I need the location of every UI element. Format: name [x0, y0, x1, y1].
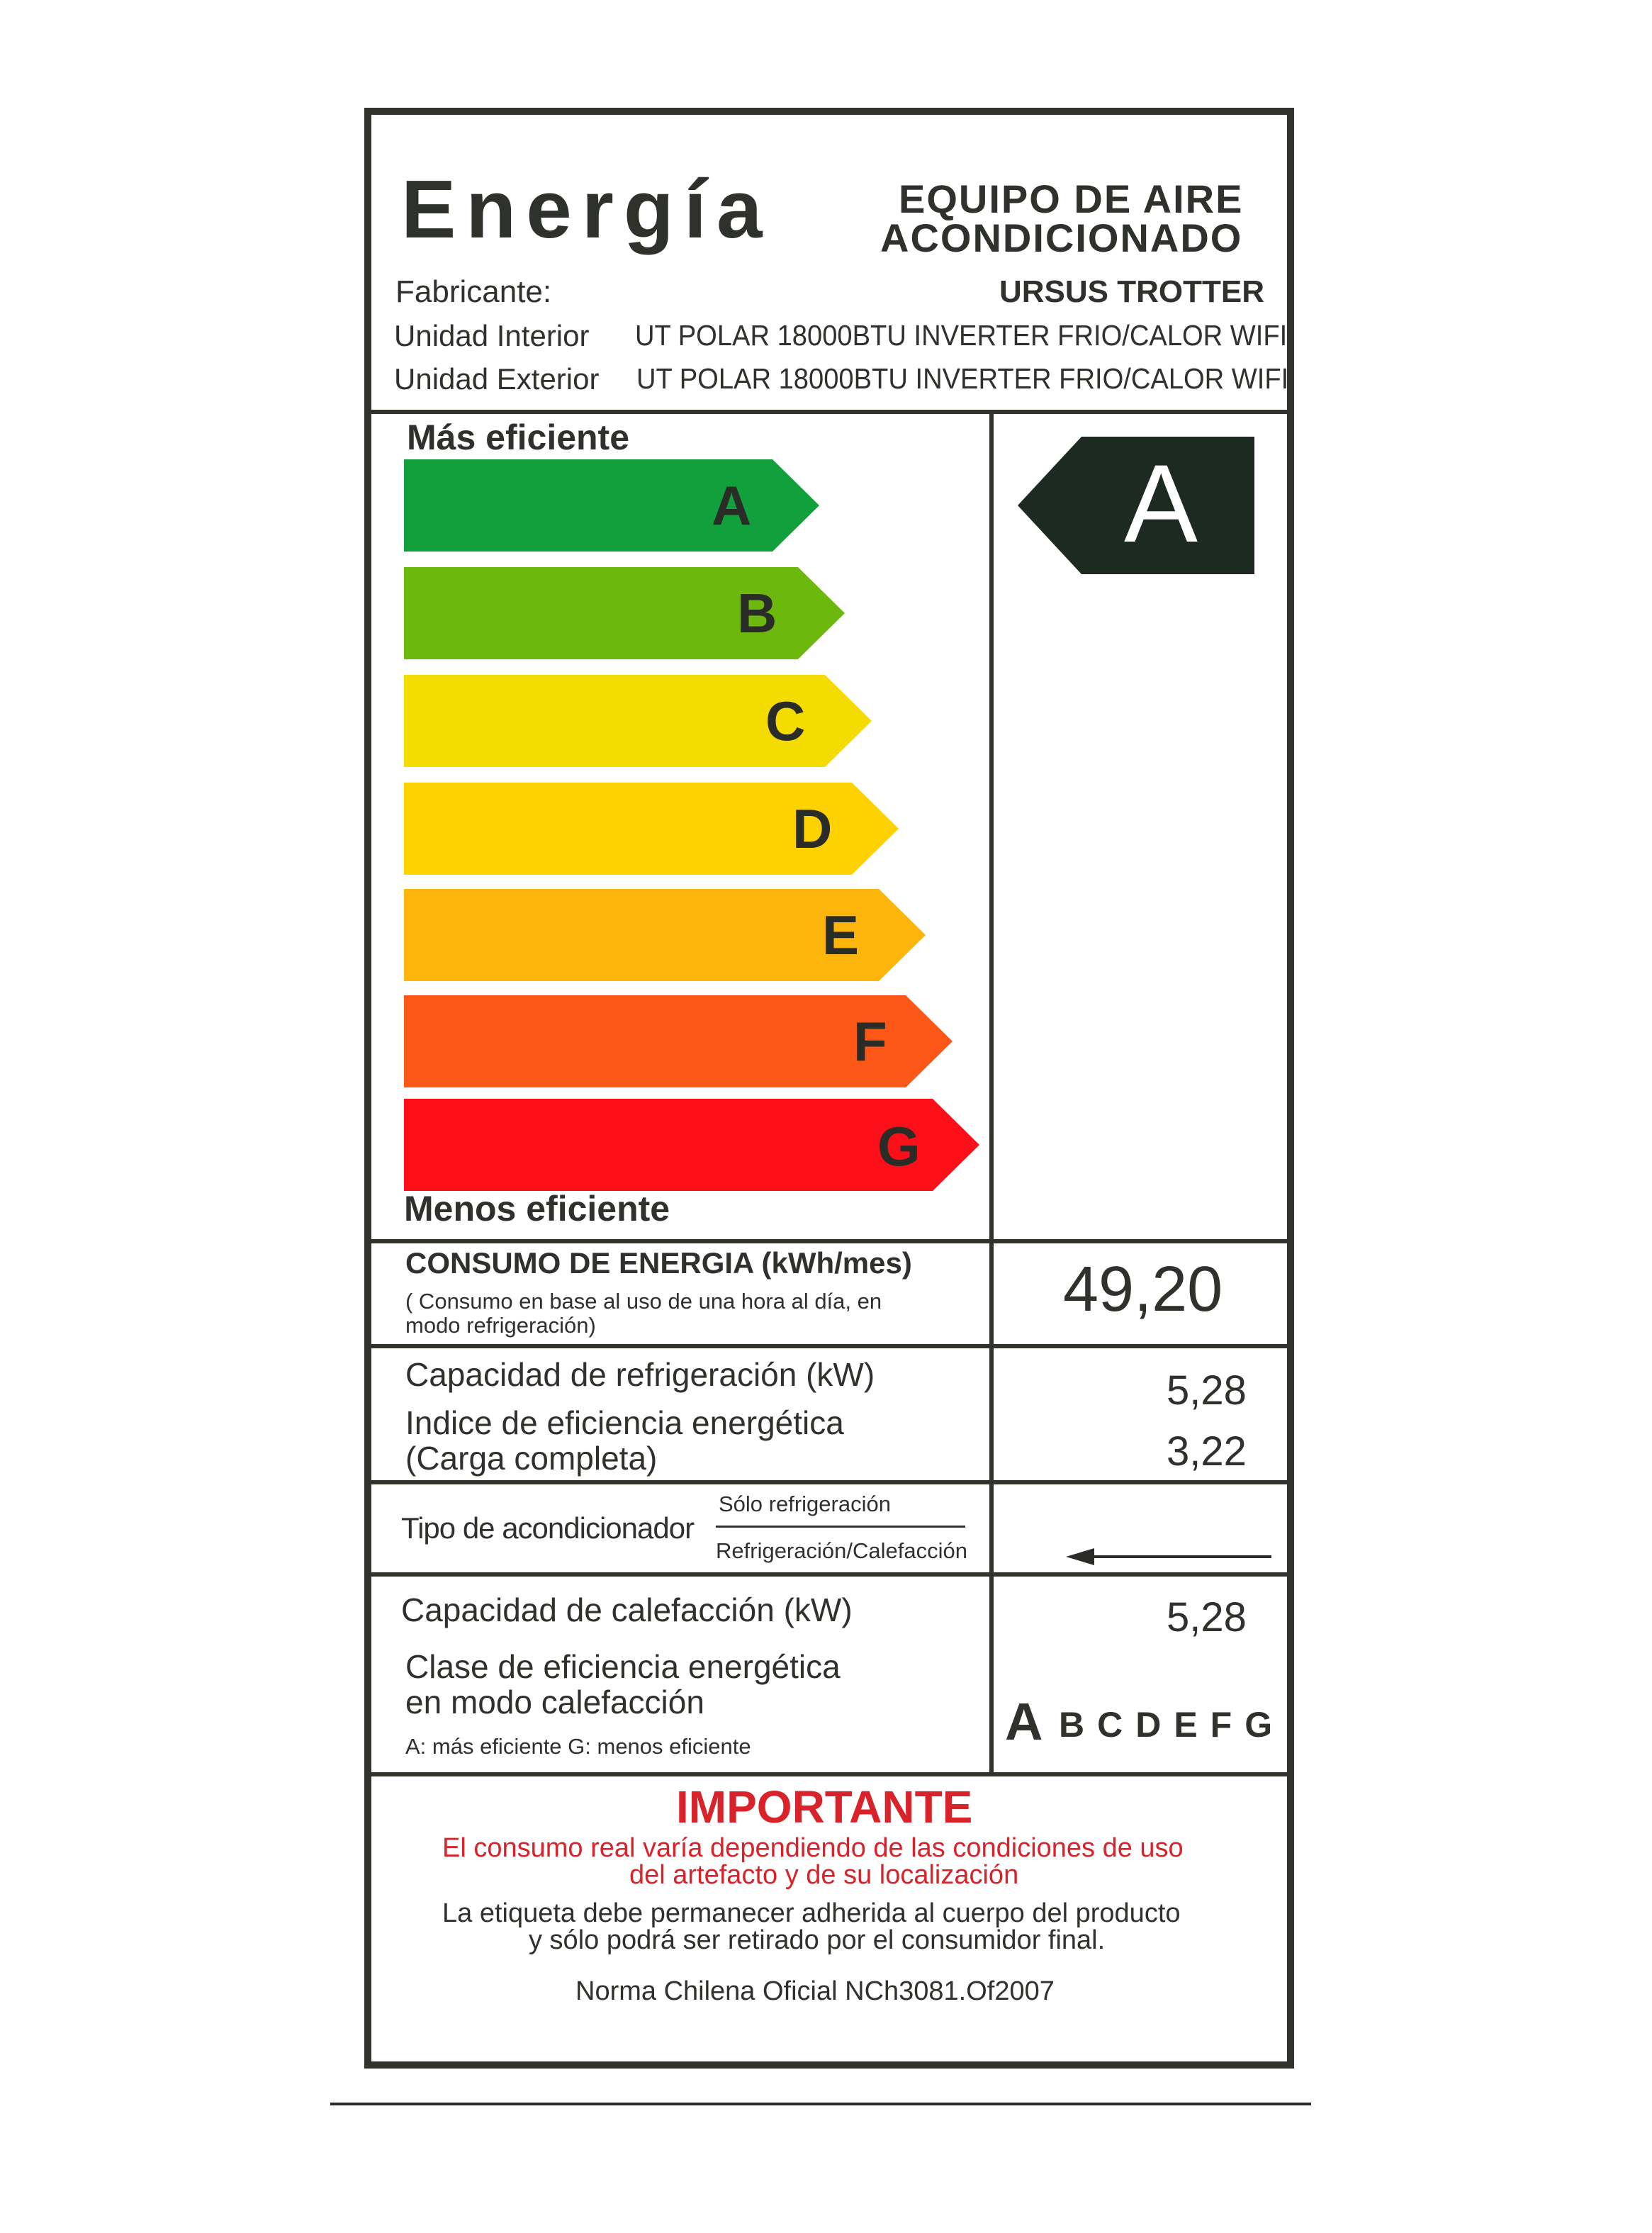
consumption-note-line1: ( Consumo en base al uso de una hora al día, en	[405, 1289, 882, 1314]
important-warning-line1: El consumo real varía dependiendo de las condiciones de uso	[442, 1833, 1184, 1863]
heating-class-label-line2: en modo calefacción	[405, 1684, 704, 1720]
scale-bottom-label: Menos eficiente	[404, 1189, 670, 1229]
heating-class-note: A: más eficiente G: menos eficiente	[405, 1734, 751, 1759]
type-option-separator	[716, 1526, 965, 1528]
bottom-rule	[330, 2103, 1311, 2105]
manufacturer-value: URSUS TROTTER	[999, 274, 1264, 309]
type-option-cooling-only: Sólo refrigeración	[719, 1492, 891, 1516]
divider-heating	[371, 1772, 1287, 1776]
rating-letter: A	[1124, 442, 1198, 566]
grade-letter-d: D	[792, 798, 833, 860]
important-info-line1: La etiqueta debe permanecer adherida al cuerpo del producto	[442, 1898, 1181, 1928]
outdoor-unit-value: UT POLAR 18000BTU INVERTER FRIO/CALOR WIFI	[636, 362, 1289, 395]
type-option-heat-pump: Refrigeración/Calefacción	[716, 1538, 967, 1563]
grade-letter-a: A	[712, 474, 752, 537]
scale-top-label: Más eficiente	[407, 418, 630, 457]
selected-arrow-icon	[1066, 1544, 1271, 1573]
cooling-capacity-label: Capacidad de refrigeración (kW)	[405, 1356, 875, 1393]
heating-class-others: BCDEFG	[1059, 1705, 1286, 1745]
consumption-title: CONSUMO DE ENERGIA (kWh/mes)	[405, 1246, 912, 1280]
grade-letter-f: F	[853, 1010, 887, 1073]
divider-header	[371, 410, 1287, 414]
important-title: IMPORTANTE	[676, 1781, 973, 1832]
label-title: Energía	[401, 163, 772, 255]
product-type-line1: EQUIPO DE AIRE	[899, 177, 1244, 221]
grade-letter-e: E	[822, 904, 860, 966]
product-type-line2: ACONDICIONADO	[880, 216, 1243, 260]
important-warning-line2: del artefacto y de su localización	[629, 1860, 1019, 1890]
efficiency-index-label-line2: (Carga completa)	[405, 1440, 658, 1477]
heating-capacity-label: Capacidad de calefacción (kW)	[401, 1591, 853, 1628]
column-divider	[989, 414, 994, 1772]
divider-consumption	[371, 1344, 1287, 1348]
grade-bar-b	[404, 567, 845, 659]
indoor-unit-value: UT POLAR 18000BTU INVERTER FRIO/CALOR WIFI	[635, 319, 1288, 352]
divider-cooling	[371, 1480, 1287, 1484]
grade-bar-a-shape	[404, 459, 819, 552]
manufacturer-label: Fabricante:	[395, 274, 552, 309]
grade-bar-b-shape	[404, 567, 845, 659]
grade-bar-a	[404, 459, 819, 552]
consumption-note-line2: modo refrigeración)	[405, 1313, 596, 1338]
divider-scale	[371, 1239, 1287, 1243]
efficiency-index-value: 3,22	[1167, 1428, 1247, 1474]
efficiency-index-label-line1: Indice de eficiencia energética	[405, 1404, 844, 1441]
indoor-unit-label: Unidad Interior	[394, 319, 590, 352]
heating-class-label-line1: Clase de eficiencia energética	[405, 1648, 841, 1685]
heating-class-selected: A	[1005, 1692, 1047, 1751]
grade-letter-c: C	[765, 690, 806, 752]
cooling-capacity-value: 5,28	[1167, 1367, 1247, 1414]
outdoor-unit-label: Unidad Exterior	[394, 362, 600, 396]
consumption-value: 49,20	[1063, 1254, 1223, 1325]
grade-letter-b: B	[737, 582, 777, 644]
important-info-line2: y sólo podrá ser retirado por el consumidor final.	[529, 1925, 1106, 1955]
type-label: Tipo de acondicionador	[401, 1511, 695, 1545]
norm-reference: Norma Chilena Oficial NCh3081.Of2007	[575, 1976, 1055, 2006]
grade-letter-g: G	[877, 1115, 921, 1177]
heating-capacity-value: 5,28	[1167, 1594, 1247, 1640]
